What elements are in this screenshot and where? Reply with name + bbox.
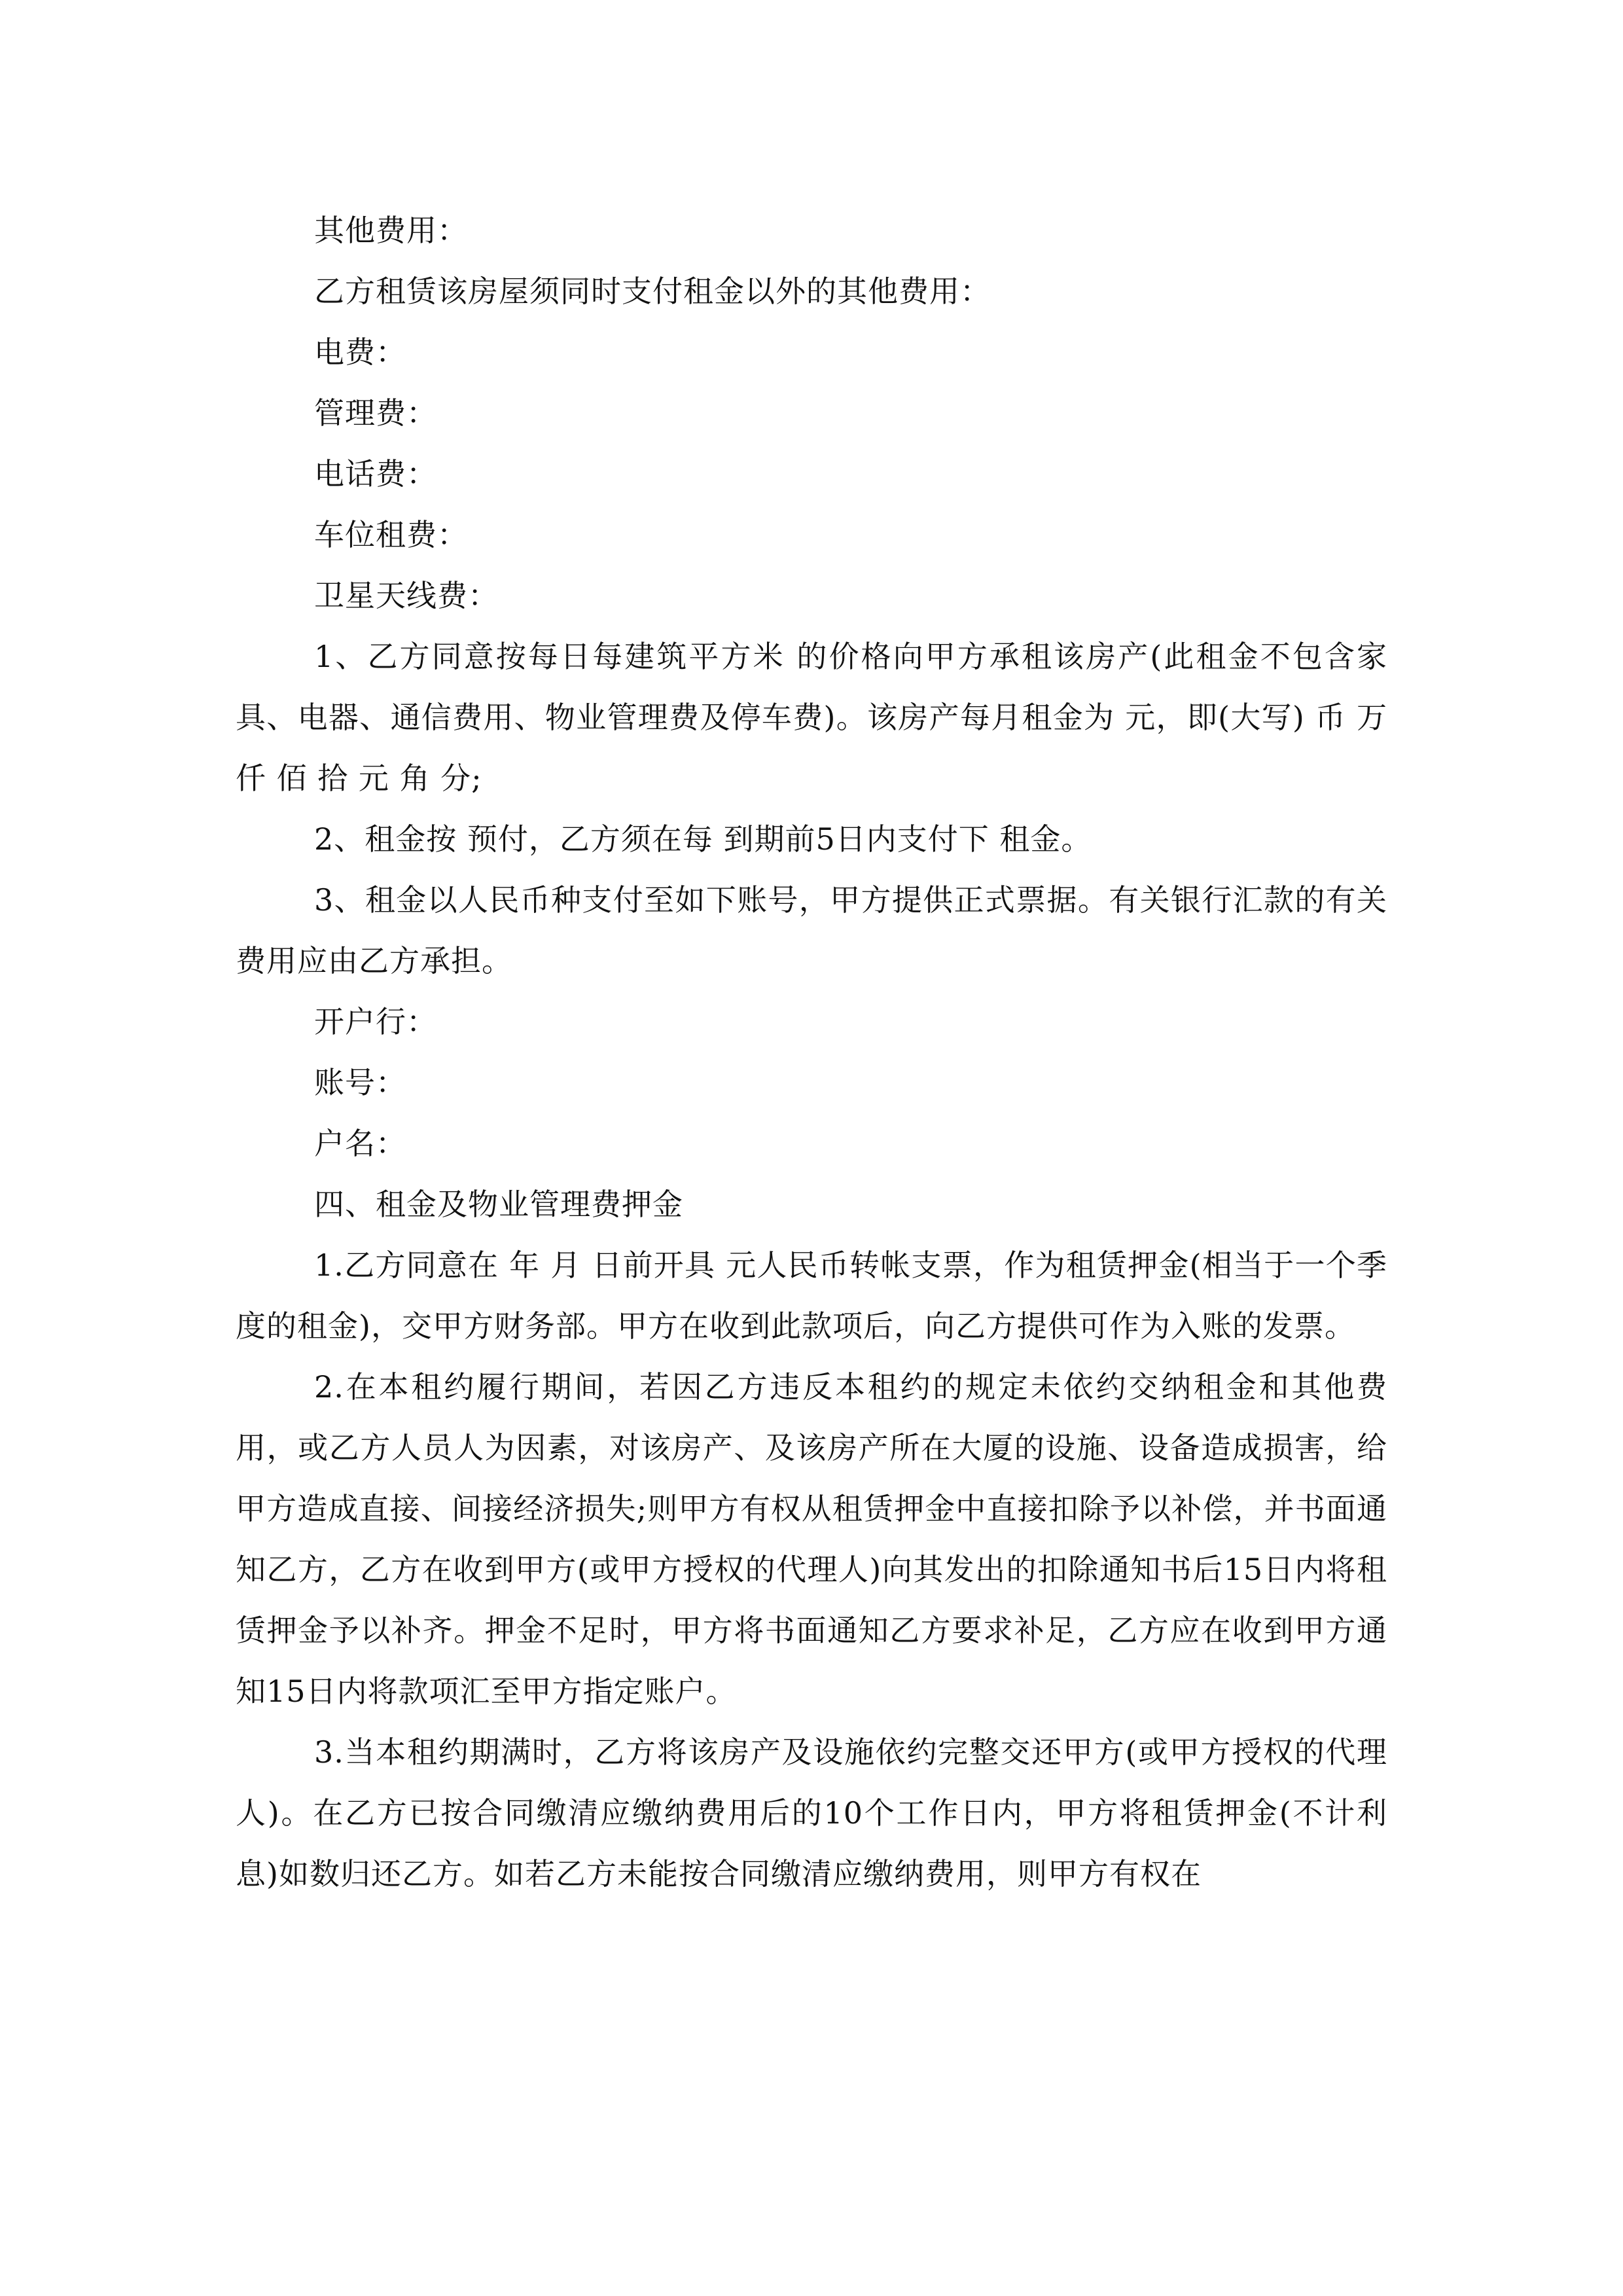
paragraph-parking-fee: 车位租费： bbox=[314, 517, 468, 552]
paragraph-other-fees-heading: 其他费用： bbox=[314, 213, 468, 248]
section-heading-deposit: 四、租金及物业管理费押金 bbox=[314, 1187, 683, 1222]
paragraph-deposit-clause-1: 1.乙方同意在 年 月 日前开具 元人民币转帐支票，作为租赁押金(相当于一个季度的租金)，交甲方财务部。甲方在收到此款项后，向乙方提供可作为入账的发票。 bbox=[236, 1247, 1387, 1344]
paragraph-rent-clause-3: 3、租金以人民币种支付至如下账号，甲方提供正式票据。有关银行汇款的有关费用应由乙方承担。 bbox=[236, 882, 1387, 978]
paragraph-account-number: 账号： bbox=[314, 1065, 406, 1100]
paragraph-bank-name: 开户行： bbox=[314, 1004, 437, 1039]
paragraph-management-fee: 管理费： bbox=[314, 395, 437, 431]
paragraph-deposit-clause-3: 3.当本租约期满时，乙方将该房产及设施依约完整交还甲方(或甲方授权的代理人)。在乙方已按合同缴清应缴纳费用后的10个工作日内，甲方将租赁押金(不计利息)如数归还乙方。如若乙方未能按合同缴清应缴纳费用，则甲方有权在 bbox=[236, 1734, 1387, 1892]
paragraph-telephone-fee: 电话费： bbox=[314, 456, 437, 492]
paragraph-rent-clause-1: 1、乙方同意按每日每建筑平方米 的价格向甲方承租该房产(此租金不包含家具、电器、通信费用、物业管理费及停车费)。该房产每月租金为 元，即(大写) 币 万 仟 佰 拾 元 角 分; bbox=[236, 639, 1387, 796]
paragraph-electricity-fee: 电费： bbox=[314, 334, 406, 370]
paragraph-rent-clause-2: 2、租金按 预付，乙方须在每 到期前5日内支付下 租金。 bbox=[314, 821, 1092, 857]
paragraph-account-holder: 户名： bbox=[314, 1126, 406, 1161]
paragraph-other-fees-intro: 乙方租赁该房屋须同时支付租金以外的其他费用： bbox=[314, 274, 991, 309]
paragraph-deposit-clause-2: 2.在本租约履行期间，若因乙方违反本租约的规定未依约交纳租金和其他费用，或乙方人员人为因素，对该房产、及该房产所在大厦的设施、设备造成损害，给甲方造成直接、间接经济损失;则甲方有权从租赁押金中直接扣除予以补偿，并书面通知乙方，乙方在收到甲方(或甲方授权的代理人)向其发出的扣除通知书后15日内将租赁押金予以补齐。押金不足时，甲方将书面通知乙方要求补足，乙方应在收到甲方通知15日内将款项汇至甲方指定账户。 bbox=[236, 1369, 1387, 1709]
paragraph-satellite-fee: 卫星天线费： bbox=[314, 578, 499, 613]
document-body bbox=[236, 200, 1387, 1905]
